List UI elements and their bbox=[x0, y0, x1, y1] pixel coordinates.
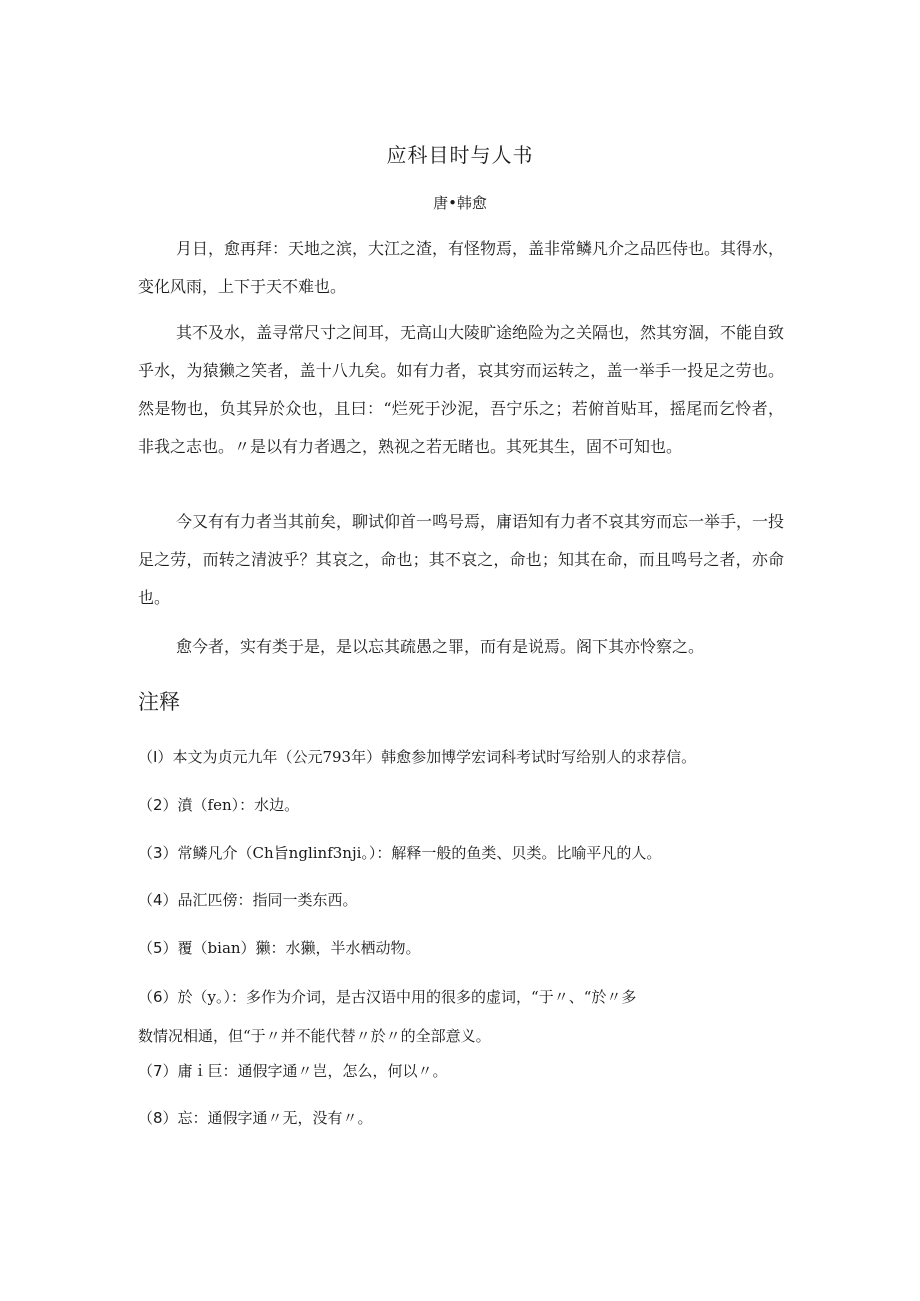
note-text: 庸ｉ巨：通假字通〃岂，怎么，何以〃。 bbox=[177, 1062, 448, 1080]
note-number: （2） bbox=[138, 796, 178, 814]
body-paragraph: 月日，愈再拜：天地之滨，大江之渣，有怪物焉，盖非常鳞凡介之品匹侍也。其得水，变化风雨，上下于天不难也。 bbox=[138, 239, 785, 296]
note-item bbox=[138, 888, 818, 912]
body-paragraph: 其不及水，盖寻常尺寸之间耳，无高山大陵旷途绝险为之关隔也，然其穷涸，不能自致乎水，为猿獭之笑者，盖十八九矣。如有力者，哀其穷而运转之，盖一举手一投足之劳也。然是物也，负其异於众也，且曰：“烂死于沙泥，吾宁乐之；若俯首贴耳，摇尾而乞怜者，非我之志也。〃是以有力者遇之，熟视之若无睹也。其死其生，固不可知也。 bbox=[138, 323, 785, 456]
body-paragraph: 愈今者，实有类于是，是以忘其疏愚之罪，而有是说焉。阁下其亦怜察之。 bbox=[176, 637, 705, 656]
note-text: 品汇匹傍：指同一类东西。 bbox=[177, 891, 358, 909]
note-item-continuation bbox=[138, 1024, 818, 1048]
note-number: （6） bbox=[138, 988, 178, 1006]
note-item bbox=[138, 745, 818, 769]
note-number: （7） bbox=[138, 1062, 178, 1080]
note-number: （5） bbox=[138, 939, 178, 957]
note-item bbox=[138, 793, 818, 817]
note-text: 覆（bian）獭：水獭，半水栖动物。 bbox=[177, 939, 421, 957]
note-item bbox=[138, 1106, 818, 1130]
note-item bbox=[138, 1059, 818, 1083]
note-item bbox=[138, 841, 818, 865]
note-text: 於（y。）：多作为介词，是古汉语中用的很多的虚词，“于〃、“於〃多 bbox=[177, 988, 637, 1006]
note-text: 常鳞凡介（Ch旨nglinf3nji。）：解释一般的鱼类、贝类。比喻平凡的人。 bbox=[177, 844, 662, 862]
body-paragraph: 今又有有力者当其前矣，聊试仰首一鸣号焉，庸语知有力者不哀其穷而忘一举手，一投足之劳，而转之清波乎？其哀之，命也；其不哀之，命也；知其在命，而且鸣号之者，亦命也。 bbox=[138, 512, 785, 607]
page-title: 应科目时与人书 bbox=[386, 143, 534, 167]
note-item bbox=[138, 936, 818, 960]
note-text: 本文为贞元九年（公元793年）韩愈参加博学宏词科考试时写给别人的求荐信。 bbox=[172, 748, 697, 766]
notes-heading: 注释 bbox=[138, 690, 180, 714]
note-item bbox=[138, 985, 818, 1009]
note-number: （8） bbox=[138, 1109, 178, 1127]
note-text: 忘：通假字通〃无，没有〃。 bbox=[177, 1109, 373, 1127]
note-number: （4） bbox=[138, 891, 178, 909]
note-text: 濆（fen）：水边。 bbox=[177, 796, 300, 814]
note-text: 数情况相通，但“于〃并不能代替〃於〃的全部意义。 bbox=[138, 1027, 491, 1045]
note-number: （I） bbox=[138, 748, 173, 766]
note-number: （3） bbox=[138, 844, 178, 862]
author-line: 唐•韩愈 bbox=[433, 194, 487, 212]
